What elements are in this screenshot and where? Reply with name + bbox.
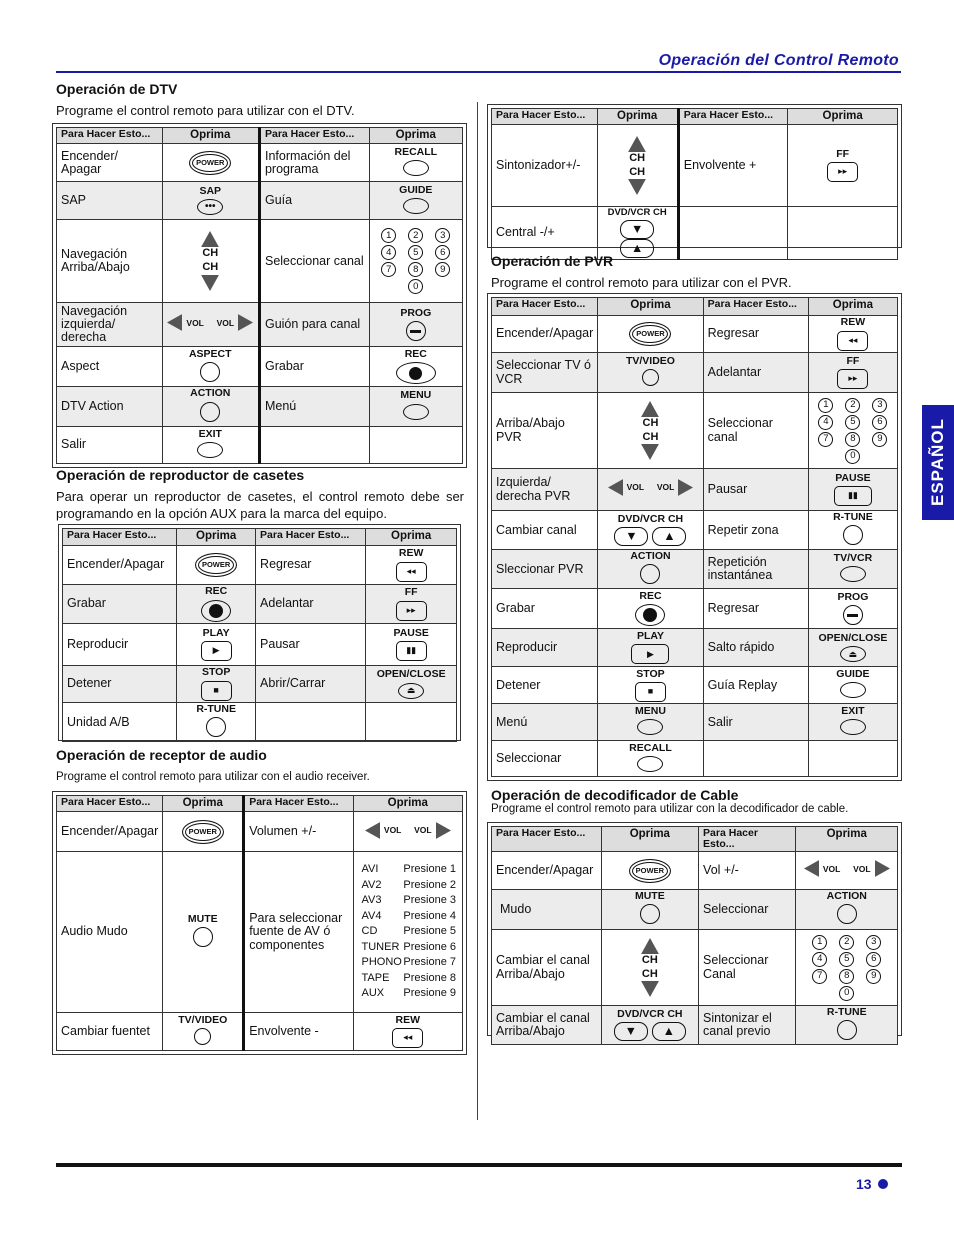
vol-label: VOL <box>626 482 645 493</box>
pvr-table-frame <box>487 293 902 781</box>
vol-right-icon[interactable] <box>678 479 693 496</box>
page-number: 13 <box>856 1176 872 1192</box>
ch-down-icon[interactable] <box>201 275 219 291</box>
col-header-press: Oprima <box>163 796 244 812</box>
button-label: MENU <box>400 389 432 402</box>
action-label: Grabar <box>492 589 598 629</box>
action-label: Salir <box>703 704 808 741</box>
vol-label: VOL <box>656 482 675 493</box>
av-source: TUNER <box>361 940 400 953</box>
volume-rocker[interactable] <box>608 479 694 496</box>
rew-button[interactable]: ◂◂ <box>396 562 427 582</box>
digit-button[interactable]: 2 <box>408 228 423 243</box>
vol-right-icon[interactable] <box>436 822 451 839</box>
ch-up-icon[interactable] <box>641 938 659 954</box>
av-source: AV4 <box>361 909 382 922</box>
col-header: Para Hacer Esto... <box>703 298 808 316</box>
button-label: SAP <box>199 185 222 198</box>
col-header-press: Oprima <box>162 128 259 144</box>
action-label: Navegación Arriba/Abajo <box>57 220 163 302</box>
action-label: Arriba/Abajo PVR <box>492 393 598 469</box>
button-label: DVD/VCR CH <box>607 207 667 218</box>
action-label: Guión para canal <box>259 302 369 346</box>
pause-button[interactable]: ▮▮ <box>834 486 872 506</box>
ch-up-icon[interactable] <box>641 401 659 417</box>
action-label: Guía Replay <box>703 667 808 704</box>
av-source: PHONO <box>361 956 402 969</box>
audio-cont-table-frame <box>487 104 902 255</box>
col-header-press: Oprima <box>597 109 678 125</box>
power-button[interactable]: POWER <box>629 322 671 346</box>
vol-left-icon[interactable] <box>167 314 182 331</box>
digit-button[interactable]: 3 <box>872 398 887 413</box>
av-press: Presione 6 <box>403 940 456 953</box>
digit-button[interactable]: 6 <box>866 952 881 967</box>
col-header-press: Oprima <box>598 298 703 316</box>
rew-button[interactable]: ◂◂ <box>392 1028 423 1048</box>
dvdvcr-ch-down-button[interactable]: ▼ <box>614 527 648 546</box>
power-button[interactable]: POWER <box>182 820 224 844</box>
audio-title: Operación de receptor de audio <box>56 747 267 763</box>
cable-title: Operación de decodificador de Cable <box>491 787 739 803</box>
vol-label: VOL <box>414 824 432 835</box>
action-label: SAP <box>57 182 163 220</box>
digit-button[interactable]: 4 <box>381 245 396 260</box>
col-header: Para Hacer Esto... <box>492 298 598 316</box>
button-label: REW <box>840 316 866 329</box>
ch-up-icon[interactable] <box>201 231 219 247</box>
pvr-title: Operación de PVR <box>491 253 614 269</box>
dtv-title: Operación de DTV <box>56 81 178 97</box>
button-label: FF <box>404 586 418 599</box>
rew-button[interactable]: ◂◂ <box>837 331 868 351</box>
action-label: Encender/Apagar <box>57 812 163 852</box>
button-label: R-TUNE <box>826 1006 867 1019</box>
digit-button[interactable]: 1 <box>381 228 396 243</box>
action-label: Reproducir <box>492 629 598 667</box>
pvr-table <box>491 297 898 777</box>
col-header: Para Hacer Esto... <box>259 128 369 144</box>
action-label: Izquierda/ derecha PVR <box>492 469 598 511</box>
channel-rocker[interactable] <box>628 136 646 196</box>
rec-button[interactable] <box>396 362 436 384</box>
digit-button[interactable]: 1 <box>818 398 833 413</box>
digit-button[interactable]: 7 <box>381 262 396 277</box>
header-rule <box>56 71 901 73</box>
power-button[interactable]: POWER <box>195 553 237 577</box>
button-label: PLAY <box>636 630 664 643</box>
av-source: TAPE <box>361 971 390 984</box>
digit-button[interactable]: 3 <box>866 935 881 950</box>
button-label: OPEN/CLOSE <box>818 632 888 645</box>
action-label: Cambiar el canal Arriba/Abajo <box>492 930 602 1006</box>
action-label: Sintonizador+/- <box>492 125 598 207</box>
ch-down-icon[interactable] <box>641 981 659 997</box>
col-header-press: Oprima <box>788 109 898 125</box>
ch-label: CH <box>629 151 646 164</box>
column-divider <box>477 102 478 1120</box>
action-label: Vol +/- <box>699 852 796 890</box>
button-label: MUTE <box>187 912 218 925</box>
audio-intro: Programe el control remoto para utilizar con el audio receiver. <box>56 771 370 783</box>
button-label: PROG <box>400 307 432 320</box>
button-label: RECALL <box>394 145 438 158</box>
action-label: Mudo <box>492 890 602 930</box>
volume-rocker[interactable] <box>167 314 253 331</box>
vol-left-icon[interactable] <box>804 860 819 877</box>
vol-label: VOL <box>216 317 235 328</box>
digit-button[interactable]: 4 <box>818 415 833 430</box>
bullet-icon <box>878 1179 888 1189</box>
dvdvcr-ch-down-button[interactable]: ▼ <box>620 220 654 239</box>
digit-button[interactable]: 9 <box>435 262 450 277</box>
action-label: Navegación izquierda/ derecha <box>57 302 163 346</box>
pause-button[interactable]: ▮▮ <box>396 641 427 661</box>
prog-button[interactable] <box>843 605 863 625</box>
vol-label: VOL <box>383 824 402 835</box>
action-label: Cambiar canal <box>492 511 598 550</box>
action-label: Menú <box>259 387 369 426</box>
recall-button[interactable] <box>637 756 663 772</box>
tvvcr-button[interactable] <box>840 566 866 582</box>
digit-button[interactable]: 0 <box>839 986 854 1001</box>
cassette-table-frame <box>58 524 461 741</box>
ch-label: CH <box>641 953 658 966</box>
digit-button[interactable]: 1 <box>812 935 827 950</box>
ch-label: CH <box>629 165 646 178</box>
action-label: Seleccionar Canal <box>699 930 796 1006</box>
av-source: AUX <box>361 987 385 1000</box>
vol-left-icon[interactable] <box>365 822 380 839</box>
action-label: Pausar <box>256 624 366 666</box>
action-label: Regresar <box>703 589 808 629</box>
action-label: Seleccionar canal <box>703 393 808 469</box>
dvdvcr-ch-up-button[interactable]: ▲ <box>620 239 654 258</box>
ch-down-icon[interactable] <box>641 444 659 460</box>
stop-button[interactable]: ■ <box>635 682 666 702</box>
button-label: PAUSE <box>835 471 871 484</box>
rtune-button[interactable] <box>843 525 863 545</box>
av-press: Presione 1 <box>403 863 456 876</box>
col-header: Para Hacer Esto... <box>492 109 598 125</box>
av-press: Presione 7 <box>403 956 456 969</box>
button-label: REW <box>398 547 424 560</box>
col-header: Para Hacer Esto... <box>699 827 796 852</box>
vol-left-icon[interactable] <box>608 479 623 496</box>
av-source: AVI <box>361 863 379 876</box>
guide-button[interactable] <box>840 682 866 698</box>
digit-button[interactable]: 5 <box>408 245 423 260</box>
col-header-press: Oprima <box>353 796 462 812</box>
ch-label: CH <box>641 967 658 980</box>
av-press: Presione 5 <box>403 925 456 938</box>
col-header: Para Hacer Esto... <box>492 827 602 852</box>
col-header-press: Oprima <box>366 529 457 546</box>
action-label: Abrir/Carrar <box>256 666 366 703</box>
action-label: Información del programa <box>259 144 369 182</box>
col-header: Para Hacer Esto... <box>63 529 177 546</box>
button-label: PLAY <box>202 626 230 639</box>
button-label: REC <box>404 348 427 361</box>
footer-rule <box>56 1163 902 1167</box>
action-button[interactable] <box>200 402 220 422</box>
digit-button[interactable]: 8 <box>408 262 423 277</box>
av-press: Presione 3 <box>403 894 456 907</box>
button-label: ACTION <box>630 550 671 563</box>
vol-label: VOL <box>822 863 841 874</box>
col-header: Para Hacer Esto... <box>256 529 366 546</box>
pvr-intro: Programe el control remoto para utilizar con el PVR. <box>491 275 792 290</box>
exit-button[interactable] <box>197 442 223 458</box>
digit-button[interactable]: 9 <box>872 432 887 447</box>
action-label: Salto rápido <box>703 629 808 667</box>
col-header: Para Hacer Esto... <box>244 796 353 812</box>
digit-button[interactable]: 6 <box>872 415 887 430</box>
button-label: RECALL <box>629 741 672 754</box>
button-label: ASPECT <box>188 347 232 360</box>
action-label: Volumen +/- <box>244 812 353 852</box>
exit-button[interactable] <box>840 719 866 735</box>
action-label: Seleccionar TV ó VCR <box>492 353 598 393</box>
button-label: ACTION <box>190 387 231 400</box>
cable-intro: Programe el control remoto para utilizar con la decodificador de cable. <box>491 803 849 815</box>
cassette-title: Operación de reproductor de casetes <box>56 467 305 483</box>
ch-label: CH <box>202 261 219 274</box>
vol-right-icon[interactable] <box>875 860 890 877</box>
action-label: Envolvente + <box>678 125 788 207</box>
ch-down-icon[interactable] <box>628 179 646 195</box>
action-label: Reproducir <box>63 624 177 666</box>
rec-button[interactable] <box>201 600 231 622</box>
mute-button[interactable] <box>193 927 213 947</box>
action-label: Adelantar <box>256 585 366 624</box>
page-header-title: Operación del Control Remoto <box>658 52 899 69</box>
action-label: Sintonizar el canal previo <box>699 1006 796 1045</box>
channel-rocker[interactable] <box>201 231 219 291</box>
cable-table <box>491 826 898 1045</box>
button-label: OPEN/CLOSE <box>376 668 446 681</box>
digit-button[interactable]: 5 <box>839 952 854 967</box>
av-press: Presione 2 <box>403 878 456 891</box>
digit-button[interactable]: 7 <box>818 432 833 447</box>
button-label: STOP <box>636 667 665 680</box>
dtv-table <box>56 127 463 464</box>
button-label: STOP <box>201 666 231 679</box>
action-label: Adelantar <box>703 353 808 393</box>
button-label: REC <box>205 585 228 598</box>
button-label: TV/VIDEO <box>178 1013 228 1026</box>
action-label: Central -/+ <box>492 207 598 260</box>
action-label: Seleccionar <box>492 741 598 777</box>
power-button[interactable]: POWER <box>629 859 671 883</box>
av-source: AV2 <box>361 878 382 891</box>
dtv-table-frame <box>52 123 467 468</box>
number-keypad[interactable] <box>381 228 451 294</box>
tvvideo-button[interactable] <box>642 369 659 386</box>
button-label: GUIDE <box>836 668 870 681</box>
volume-rocker[interactable] <box>365 822 451 839</box>
button-label: DVD/VCR CH <box>617 513 684 526</box>
av-source-list <box>362 862 458 1002</box>
button-label: EXIT <box>841 705 865 718</box>
col-header: Para Hacer Esto... <box>57 796 163 812</box>
digit-button[interactable]: 2 <box>839 935 854 950</box>
button-label: TV/VIDEO <box>625 354 675 367</box>
action-label: Menú <box>492 704 598 741</box>
action-label: Regresar <box>703 316 808 353</box>
av-press: Presione 4 <box>403 909 456 922</box>
ch-label: CH <box>202 247 219 260</box>
action-label: Detener <box>492 667 598 704</box>
aspect-button[interactable] <box>200 362 220 382</box>
digit-button[interactable]: 8 <box>839 969 854 984</box>
av-press: Presione 9 <box>403 987 456 1000</box>
action-label: Audio Mudo <box>57 852 163 1013</box>
menu-button[interactable] <box>403 404 429 420</box>
digit-button[interactable]: 4 <box>812 952 827 967</box>
col-header: Para Hacer Esto... <box>678 109 788 125</box>
cable-table-frame <box>487 822 902 1039</box>
action-button[interactable] <box>837 904 857 924</box>
action-label: Grabar <box>259 347 369 387</box>
button-label: REW <box>395 1013 420 1026</box>
col-header-press: Oprima <box>369 128 462 144</box>
digit-button[interactable]: 3 <box>435 228 450 243</box>
col-header: Para Hacer Esto... <box>57 128 163 144</box>
button-label: FF <box>846 354 860 367</box>
tvvideo-button[interactable] <box>194 1028 211 1045</box>
ff-button[interactable]: ▸▸ <box>837 369 868 389</box>
menu-button[interactable] <box>637 719 663 735</box>
col-header-press: Oprima <box>177 529 256 546</box>
action-label: Cambiar fuentet <box>57 1012 163 1050</box>
rtune-button[interactable] <box>837 1020 857 1040</box>
volume-rocker[interactable] <box>804 860 890 877</box>
digit-button[interactable]: 6 <box>435 245 450 260</box>
ch-up-icon[interactable] <box>628 136 646 152</box>
vol-right-icon[interactable] <box>238 314 253 331</box>
audio-table <box>56 795 463 1051</box>
number-keypad[interactable] <box>818 398 888 464</box>
button-label: FF <box>836 147 850 160</box>
action-label: Repetición instantánea <box>703 550 808 589</box>
guide-button[interactable] <box>403 198 429 214</box>
digit-button[interactable]: 8 <box>845 432 860 447</box>
action-label: Encender/Apagar <box>63 546 177 585</box>
action-button[interactable] <box>640 564 660 584</box>
action-label: Encender/ Apagar <box>57 144 163 182</box>
ff-button[interactable]: ▸▸ <box>827 162 858 182</box>
digit-button[interactable]: 9 <box>866 969 881 984</box>
eject-button[interactable]: ⏏ <box>840 646 866 662</box>
vol-label: VOL <box>853 863 871 874</box>
button-label: DVD/VCR CH <box>617 1008 683 1021</box>
mute-button[interactable] <box>640 904 660 924</box>
col-header-press: Oprima <box>796 827 898 852</box>
action-label: Envolvente - <box>244 1012 353 1050</box>
action-label: Pausar <box>703 469 808 511</box>
digit-button[interactable]: 0 <box>408 279 423 294</box>
digit-button[interactable]: 5 <box>845 415 860 430</box>
dtv-intro: Programe el control remoto para utilizar con el DTV. <box>56 103 355 118</box>
button-label: ACTION <box>826 890 867 903</box>
action-label: Seleccionar canal <box>259 220 369 302</box>
power-button[interactable]: POWER <box>189 151 231 175</box>
action-label: Guía <box>259 182 369 220</box>
action-label: Seleccionar <box>699 890 796 930</box>
action-label: Sleccionar PVR <box>492 550 598 589</box>
action-label: Regresar <box>256 546 366 585</box>
audio-table-frame <box>52 791 467 1055</box>
button-label: MUTE <box>634 890 665 903</box>
ff-button[interactable]: ▸▸ <box>396 601 427 621</box>
action-label: Para seleccionar fuente de AV ó componentes <box>244 852 353 1013</box>
button-label: R-TUNE <box>833 511 873 523</box>
stop-button[interactable]: ■ <box>201 681 232 701</box>
dvdvcr-ch-up-button[interactable]: ▲ <box>652 527 686 546</box>
action-label: Unidad A/B <box>63 703 177 742</box>
button-label: PROG <box>837 591 869 604</box>
rtune-button[interactable] <box>206 717 226 737</box>
play-button[interactable]: ▶ <box>631 644 669 664</box>
button-label: GUIDE <box>399 183 433 196</box>
eject-button[interactable]: ⏏ <box>398 683 424 699</box>
digit-button[interactable]: 2 <box>845 398 860 413</box>
button-label: MENU <box>635 705 666 718</box>
action-label: DTV Action <box>57 387 163 426</box>
channel-rocker[interactable] <box>641 938 659 998</box>
cassette-intro: Para operar un reproductor de casetes, el control remoto debe ser programando en la opción AUX para la marca del equipo. <box>56 489 464 521</box>
ch-label: CH <box>642 430 659 443</box>
button-label: R-TUNE <box>196 703 236 715</box>
dvdvcr-ch-down-button[interactable]: ▼ <box>614 1022 648 1041</box>
dvdvcr-ch-up-button[interactable]: ▲ <box>652 1022 686 1041</box>
action-label: Grabar <box>63 585 177 624</box>
button-label: REC <box>639 590 662 603</box>
audio-cont-table <box>491 108 898 260</box>
cassette-table <box>62 528 457 742</box>
sap-button[interactable]: ••• <box>197 199 223 215</box>
av-source: AV3 <box>361 894 382 907</box>
ch-label: CH <box>642 416 659 429</box>
button-label: EXIT <box>198 427 222 440</box>
digit-button[interactable]: 7 <box>812 969 827 984</box>
espanol-side-tab: ESPAÑOL <box>922 405 954 520</box>
play-button[interactable]: ▶ <box>201 641 232 661</box>
prog-button[interactable] <box>406 321 426 341</box>
vol-label: VOL <box>186 317 204 328</box>
channel-rocker[interactable] <box>641 401 659 461</box>
action-label: Encender/Apagar <box>492 852 602 890</box>
action-label: Encender/Apagar <box>492 316 598 353</box>
col-header-press: Oprima <box>601 827 698 852</box>
action-label: Repetir zona <box>703 511 808 550</box>
number-keypad[interactable] <box>812 935 882 1001</box>
av-press: Presione 8 <box>403 971 456 984</box>
action-label: Salir <box>57 426 163 463</box>
action-label: Aspect <box>57 347 163 387</box>
av-source: CD <box>361 925 378 938</box>
action-label: Cambiar el canal Arriba/Abajo <box>492 1006 602 1045</box>
rec-button[interactable] <box>635 604 665 626</box>
button-label: PAUSE <box>393 626 429 639</box>
button-label: TV/VCR <box>833 552 873 565</box>
recall-button[interactable] <box>403 160 429 176</box>
col-header-press: Oprima <box>808 298 897 316</box>
action-label: Detener <box>63 666 177 703</box>
digit-button[interactable]: 0 <box>845 449 860 464</box>
